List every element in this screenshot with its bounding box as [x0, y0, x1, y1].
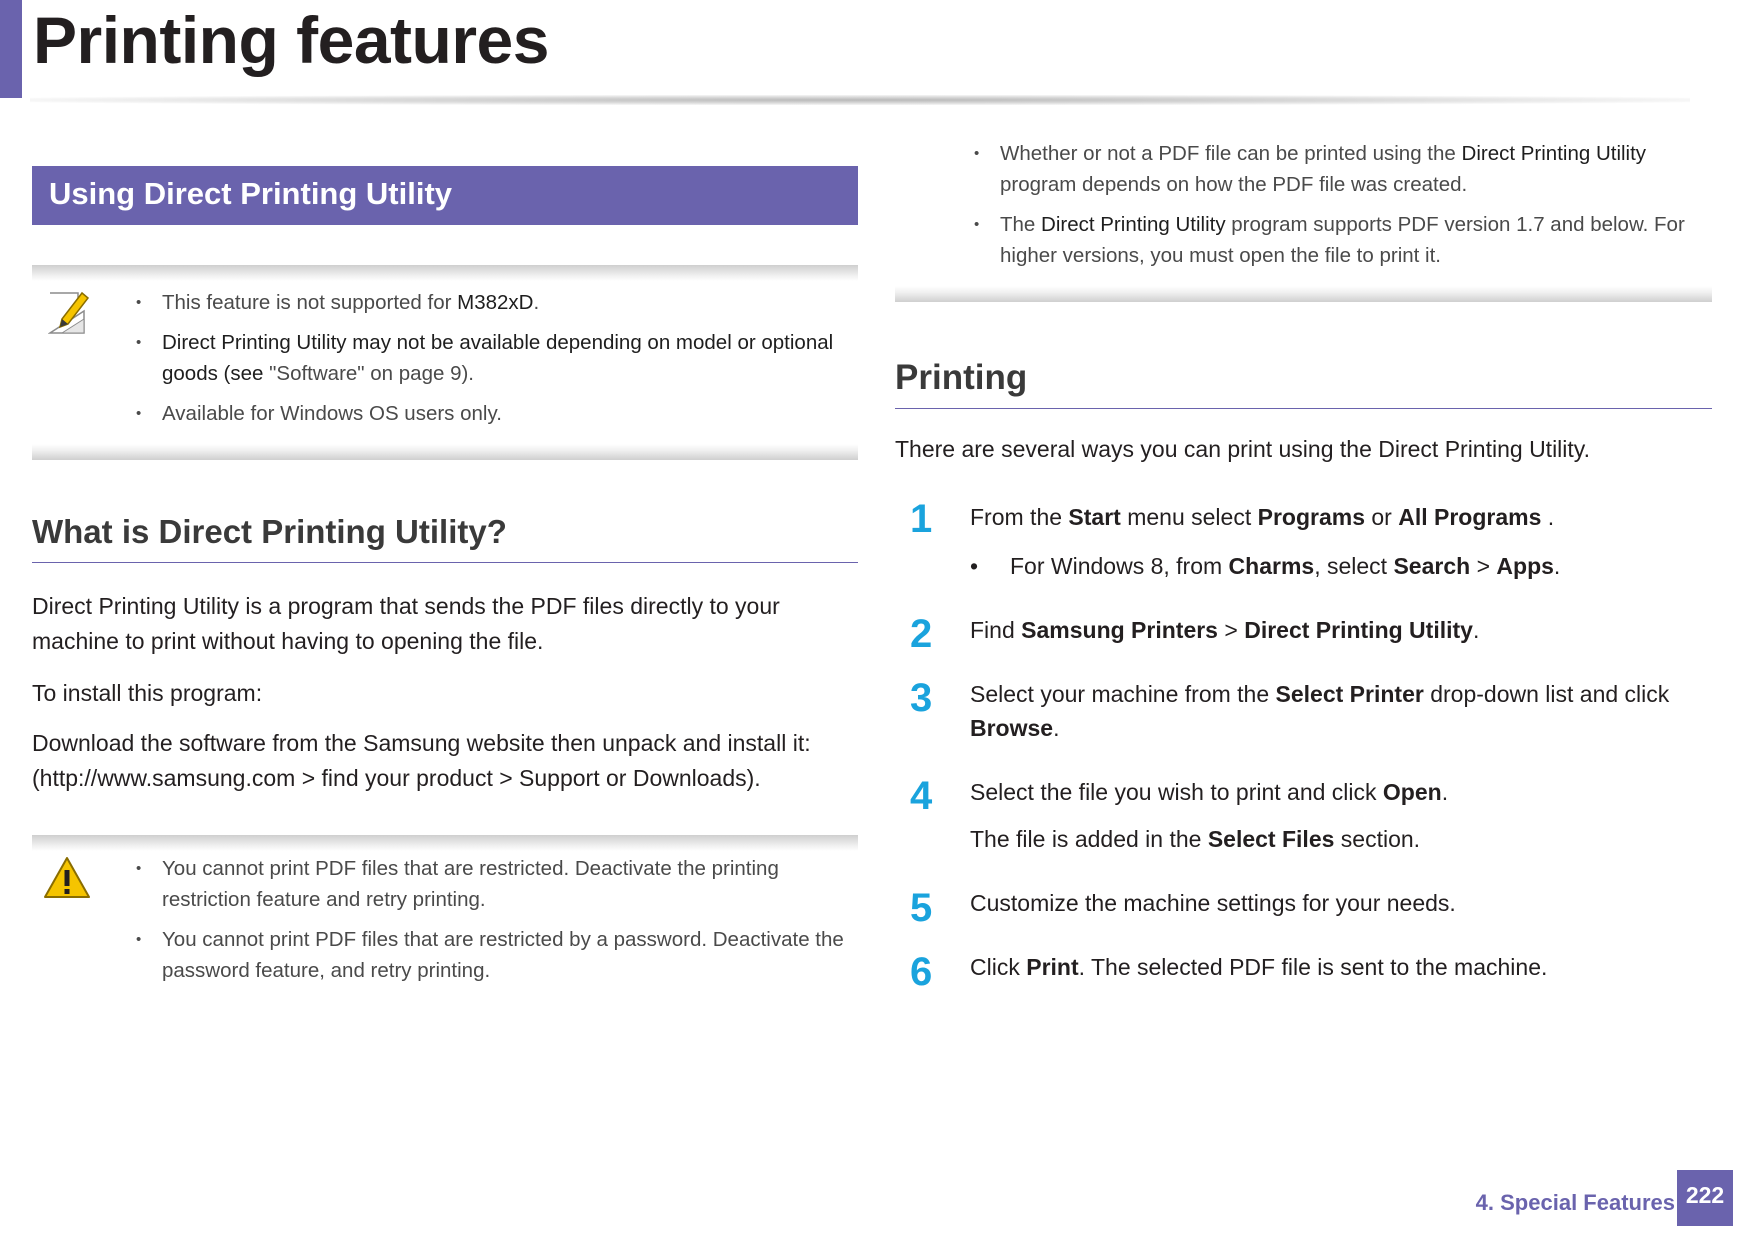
step-text: Select the file you wish to print and click Open.	[970, 779, 1449, 805]
paragraph: Download the software from the Samsung website then unpack and install it: (http://www.samsung.com > find your product > Support or Downloads).	[32, 730, 811, 791]
step-number: 1	[910, 497, 933, 541]
paragraph: Direct Printing Utility is a program that sends the PDF files directly to your machine to print without having to opening the file.	[32, 593, 780, 654]
step-number: 3	[910, 676, 933, 720]
section-heading: What is Direct Printing Utility?	[32, 513, 507, 550]
right-note-list	[970, 138, 1710, 280]
section-banner	[32, 166, 858, 225]
caution-warning-icon	[42, 855, 92, 906]
caution-box-top-border	[32, 835, 858, 851]
note-box-top-border	[32, 265, 858, 281]
heading-rule	[32, 562, 858, 563]
step-text: Find Samsung Printers > Direct Printing Utility.	[970, 617, 1480, 643]
note-box	[32, 265, 858, 460]
step-text: Select your machine from the Select Printer drop-down list and click Browse.	[970, 681, 1670, 741]
caution-item: • You cannot print PDF files that are restricted. Deactivate the printing restriction feature and retry printing.	[132, 853, 862, 915]
note-item: • Available for Windows OS users only.	[132, 398, 852, 429]
step-number: 4	[910, 774, 933, 818]
right-note-bottom-border	[895, 286, 1712, 302]
step-subitem: • For Windows 8, from Charms, select Search > Apps.	[970, 553, 1561, 579]
header-accent-bar	[0, 0, 22, 98]
step-number: 6	[910, 950, 933, 994]
note-item: • Direct Printing Utility may not be available depending on model or optional goods (see "Software" on page 9).	[132, 327, 852, 389]
paragraph: There are several ways you can print using the Direct Printing Utility.	[895, 436, 1590, 462]
step-note: The file is added in the Select Files section.	[970, 826, 1421, 852]
note-pencil-icon	[48, 289, 92, 340]
note-item: • This feature is not supported for M382xD.	[132, 287, 852, 318]
page-number: 222	[1685, 1182, 1725, 1208]
header-divider	[30, 95, 1690, 105]
caution-box	[32, 835, 858, 1005]
caution-list	[132, 853, 862, 995]
note-box-bottom-border	[32, 444, 858, 460]
caution-item: • You cannot print PDF files that are restricted by a password. Deactivate the password feature, and retry printing.	[132, 924, 862, 986]
step-text: Click Print. The selected PDF file is sent to the machine.	[970, 954, 1548, 980]
paragraph: To install this program:	[32, 680, 263, 706]
note-item: • The Direct Printing Utility program supports PDF version 1.7 and below. For higher versions, you must open the file to print it.	[970, 209, 1710, 271]
section-banner-title: Using Direct Printing Utility	[49, 176, 453, 211]
note-list	[132, 287, 852, 438]
page-number-badge	[1677, 1170, 1733, 1226]
section-heading: Printing	[895, 358, 1028, 397]
heading-rule	[895, 408, 1712, 409]
note-item: • Whether or not a PDF file can be printed using the Direct Printing Utility program depends on how the PDF file was created.	[970, 138, 1710, 200]
step-number: 5	[910, 886, 933, 930]
page-title: Printing features	[33, 3, 549, 77]
step-text: From the Start menu select Programs or All Programs .	[970, 504, 1555, 530]
footer-chapter-label: 4. Special Features	[1475, 1190, 1675, 1215]
step-text: Customize the machine settings for your needs.	[970, 890, 1456, 916]
step-number: 2	[910, 612, 933, 656]
